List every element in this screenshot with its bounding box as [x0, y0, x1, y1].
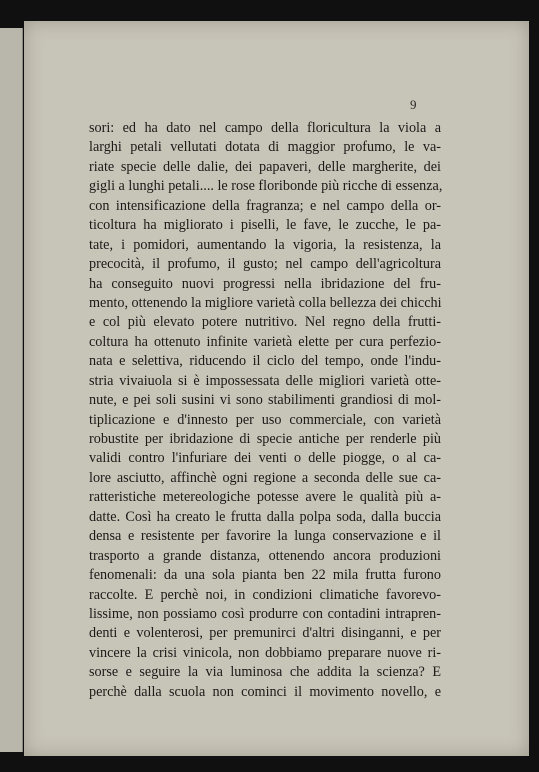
text-line: larghi petali vellutati dotata di maggior profumo, le va-	[89, 139, 441, 156]
text-line: stria vivaiuola si è impossessata delle migliori varietà otte-	[89, 372, 441, 389]
text-line: ha conseguito nuovi progressi nella ibridazione del fru-	[89, 275, 441, 292]
text-line: nata e selettiva, riducendo il ciclo del tempo, onde l'indu-	[89, 353, 441, 370]
text-line: tiplicazione e d'innesto per uso commerciale, con varietà	[89, 411, 441, 428]
text-line: trasporto a grande distanza, ottenendo ancora produzioni	[89, 547, 441, 564]
text-line: ticoltura ha migliorato i piselli, le fave, le zucche, le pa-	[89, 217, 441, 234]
text-line: validi contro l'infuriare dei venti o delle piogge, o al ca-	[89, 450, 441, 467]
text-line: precocità, il profumo, il gusto; nel campo dell'agricoltura	[89, 256, 441, 273]
text-line: lore asciutto, affinchè ogni regione a seconda delle sue ca-	[89, 469, 441, 486]
text-line: mento, ottenendo la migliore varietà colla bellezza dei chicchi	[89, 294, 442, 311]
text-line: denti e volenterosi, per premunirci d'altri disinganni, e per	[89, 625, 441, 642]
text-line: sorse e seguire la via luminosa che addita la scienza? E	[89, 664, 441, 681]
text-line: datte. Così ha creato le frutta dalla polpa soda, dalla buccia	[89, 508, 441, 525]
body-text	[89, 119, 441, 702]
text-line: raccolte. E perchè noi, in condizioni climatiche favorevo-	[89, 586, 441, 603]
text-line: robustite per ibridazione di specie antiche per renderle più	[89, 431, 441, 447]
text-line: vincere la crisi vinicola, non dobbiamo preparare nuove ri-	[89, 644, 441, 661]
text-line: densa e resistente per favorire la lunga conservazione e il	[89, 528, 441, 545]
text-line: tate, i pomidori, aumentando la vigoria, la resistenza, la	[89, 236, 441, 253]
text-line: nute, e pei soli susini vi sono stabilimenti grandiosi di mol-	[89, 392, 441, 409]
text-line: riate specie delle dalie, dei papaveri, delle margherite, dei	[89, 158, 441, 175]
text-line: lissime, non possiamo così produrre con contadini intrapren-	[89, 605, 441, 622]
text-line: perchè dalla scuola non cominci il movimento novello, e	[89, 683, 441, 700]
text-line: ratteristiche metereologiche potesse avere le qualità più a-	[89, 489, 441, 506]
text-line: gigli a lunghi petali.... le rose floribonde più ricche di essenza,	[89, 178, 443, 195]
text-line: sori: ed ha dato nel campo della floricultura la viola a	[89, 120, 441, 136]
text-line: con intensificazione della fragranza; e nel campo della or-	[89, 197, 441, 214]
facing-page-edge	[0, 28, 23, 752]
text-line: fenomenali: da una sola pianta ben 22 mila frutta furono	[89, 567, 441, 584]
page-number: 9	[410, 97, 417, 112]
text-line: e col più elevato potere nutritivo. Nel regno della frutti-	[89, 314, 441, 331]
text-line: coltura ha ottenuto infinite varietà elette per cura perfezio-	[89, 333, 441, 350]
